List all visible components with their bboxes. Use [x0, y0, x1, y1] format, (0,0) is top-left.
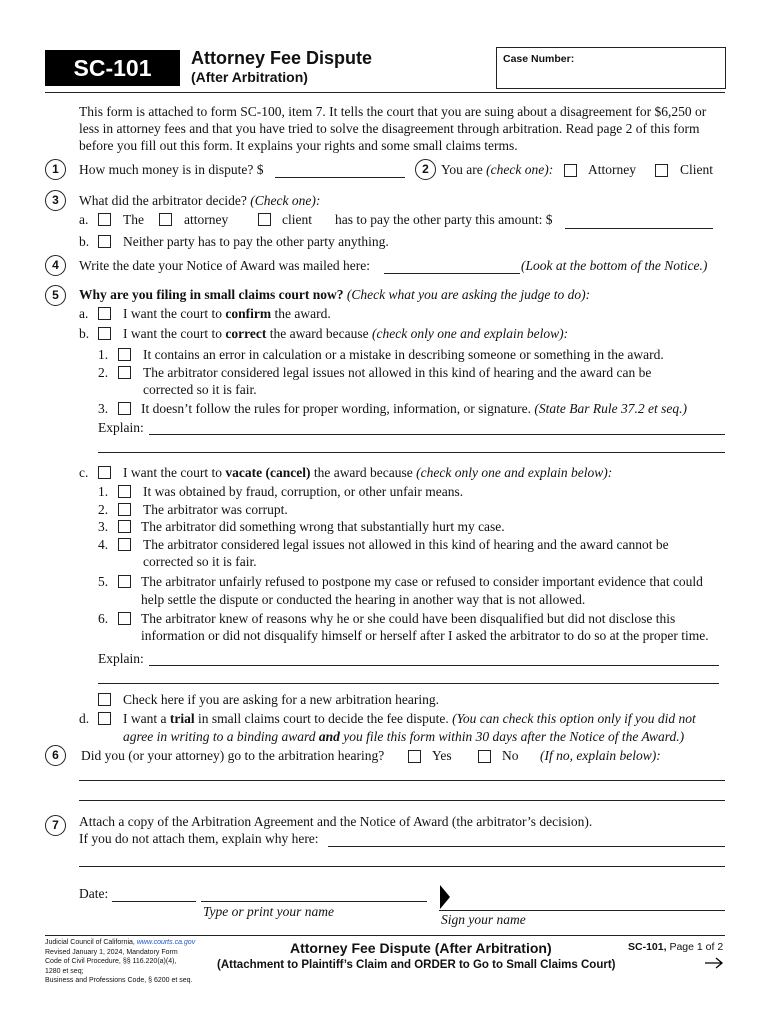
- correct-opt-2-text: The arbitrator considered legal issues not allowed in this kind of hearing and the award can be: [143, 365, 652, 380]
- item-5c-letter: c.: [79, 465, 89, 480]
- vacate-opt-5-text2: help settle the dispute or conducted the hearing in another way that is not allowed.: [141, 592, 586, 607]
- footer-subtitle: (Attachment to Plaintiff’s Claim and ORDER to Go to Small Claims Court): [217, 959, 616, 971]
- next-page-arrow-icon[interactable]: [704, 956, 724, 970]
- correct-opt-3-checkbox[interactable]: [118, 402, 131, 415]
- role-attorney-checkbox[interactable]: [564, 164, 577, 177]
- item-3a-the: The: [123, 212, 144, 227]
- vacate-award-checkbox[interactable]: [98, 466, 111, 479]
- vacate-opt-4-number: 4.: [98, 537, 109, 552]
- item-5-hint: (Check what you are asking the judge to do):: [346, 287, 591, 302]
- header-rule: [45, 92, 725, 93]
- item-3b-checkbox[interactable]: [98, 235, 111, 248]
- hearing-yes-checkbox[interactable]: [408, 750, 421, 763]
- item-5a-bold: confirm: [225, 306, 272, 321]
- signature-label: Sign your name: [441, 912, 526, 927]
- item-5a-letter: a.: [79, 306, 89, 321]
- item-5d-letter: d.: [79, 711, 90, 726]
- item-5a-text: [123, 306, 331, 322]
- vacate-opt-5-checkbox[interactable]: [118, 575, 131, 588]
- attachments-explain-line-1[interactable]: [328, 846, 725, 847]
- vacate-opt-4-text2: corrected so it is fair.: [143, 554, 257, 569]
- item-5d-hint2: [123, 729, 684, 745]
- item-5-number: 5: [45, 285, 66, 306]
- hearing-explain-line-1[interactable]: [79, 780, 725, 781]
- correct-opt-1-checkbox[interactable]: [118, 348, 131, 361]
- item-5c-pre: I want the court to: [123, 465, 226, 480]
- item-5d-hint2a: agree in writing to a binding award: [123, 729, 319, 744]
- item-1-number: 1: [45, 159, 66, 180]
- item-5d-bold: trial: [169, 711, 195, 726]
- vacate-opt-6-number: 6.: [98, 611, 109, 626]
- item-5c-post: the award because: [310, 465, 417, 480]
- form-subtitle: (After Arbitration): [191, 69, 308, 85]
- vacate-explain-label: Explain:: [98, 651, 144, 666]
- item-5d-pre: I want a: [123, 711, 170, 726]
- trial-checkbox[interactable]: [98, 712, 111, 725]
- footer-rule: [45, 935, 725, 936]
- vacate-opt-6-checkbox[interactable]: [118, 612, 131, 625]
- case-number-label: Case Number:: [503, 53, 575, 65]
- item-3a-checkbox[interactable]: [98, 213, 111, 226]
- form-code: SC-101: [73, 55, 152, 81]
- vacate-opt-3-checkbox[interactable]: [118, 520, 131, 533]
- form-code-box: [45, 50, 180, 86]
- item-5d-hint2b: and: [318, 729, 340, 744]
- new-hearing-label: Check here if you are asking for a new arbitration hearing.: [123, 692, 439, 707]
- amount-in-dispute-input[interactable]: [275, 177, 405, 178]
- item-7-line-2: If you do not attach them, explain why here:: [79, 831, 319, 846]
- vacate-opt-2-text: The arbitrator was corrupt.: [143, 502, 288, 517]
- new-hearing-checkbox[interactable]: [98, 693, 111, 706]
- notice-date-input[interactable]: [384, 273, 520, 274]
- signature-input[interactable]: [439, 910, 725, 911]
- correct-opt-3-text: [141, 401, 687, 417]
- correct-explain-label: Explain:: [98, 420, 144, 435]
- correct-opt-2-number: 2.: [98, 365, 109, 380]
- correct-opt-2-text2: corrected so it is fair.: [143, 382, 257, 397]
- item-5a-pre: I want the court to: [123, 306, 226, 321]
- item-5d-post: in small claims court to decide the fee dispute.: [194, 711, 453, 726]
- vacate-opt-4-text: The arbitrator considered legal issues not allowed in this kind of hearing and the award cannot be: [143, 537, 669, 552]
- item-5d-hint2c: you file this form within 30 days after the Notice of the Award.): [339, 729, 685, 744]
- item-6-hint: (If no, explain below):: [540, 748, 661, 763]
- item-7-number: 7: [45, 815, 66, 836]
- item-3b-letter: b.: [79, 234, 90, 249]
- item-3-text: What did the arbitrator decide?: [79, 193, 247, 208]
- printed-name-label: Type or print your name: [203, 904, 334, 919]
- item-5b-post: the award because: [266, 326, 373, 341]
- item-5c-bold: vacate (cancel): [225, 465, 311, 480]
- attachments-explain-line-2[interactable]: [79, 866, 725, 867]
- item-3a-client-label: client: [282, 212, 312, 227]
- correct-opt-2-checkbox[interactable]: [118, 366, 131, 379]
- footer-revised: Revised January 1, 2024, Mandatory Form: [45, 948, 178, 956]
- vacate-opt-3-number: 3.: [98, 519, 109, 534]
- item-5b-text: [123, 326, 568, 342]
- footer-website[interactable]: www.courts.ca.gov: [136, 939, 196, 946]
- vacate-opt-5-text: The arbitrator unfairly refused to postpone my case or refused to consider important evidence that could: [141, 574, 703, 589]
- item-3-hint: (Check one):: [250, 193, 321, 208]
- hearing-no-checkbox[interactable]: [478, 750, 491, 763]
- date-label: Date:: [79, 886, 109, 901]
- confirm-award-checkbox[interactable]: [98, 307, 111, 320]
- vacate-explain-line-2[interactable]: [98, 683, 719, 684]
- item-3a-attorney-checkbox[interactable]: [159, 213, 172, 226]
- item-5-text: Why are you filing in small claims court now?: [79, 287, 344, 302]
- item-5-question: [79, 287, 590, 303]
- item-2-text: You are: [441, 162, 483, 177]
- role-client-label: Client: [680, 162, 713, 177]
- vacate-opt-6-text2: information or did not disqualify himself or herself after I asked the arbitrator to do so at the proper time.: [141, 628, 709, 643]
- vacate-explain-line-1[interactable]: [149, 665, 719, 666]
- correct-opt-3-hint: (State Bar Rule 37.2 et seq.): [534, 401, 688, 416]
- item-5b-bold: correct: [225, 326, 267, 341]
- hearing-no-label: No: [502, 748, 519, 763]
- item-3a-rest: has to pay the other party this amount: $: [335, 212, 553, 227]
- correct-opt-3-main: It doesn’t follow the rules for proper wording, information, or signature.: [141, 401, 532, 416]
- item-3-question: [79, 193, 320, 209]
- item-2-label: [441, 162, 553, 178]
- item-6-number: 6: [45, 745, 66, 766]
- footer-council: Judicial Council of California,: [45, 939, 135, 946]
- role-client-checkbox[interactable]: [655, 164, 668, 177]
- footer-page-number: Page 1 of 2: [669, 941, 724, 953]
- printed-name-input[interactable]: [201, 901, 427, 902]
- item-3b-text: Neither party has to pay the other party anything.: [123, 234, 389, 249]
- form-title: Attorney Fee Dispute: [191, 48, 373, 68]
- intro-line-1: This form is attached to form SC-100, item 7. It tells the court that you are suing about a disagreement for $6,250 or: [79, 104, 707, 119]
- item-3a-letter: a.: [79, 212, 89, 227]
- item-5a-post: the award.: [271, 306, 331, 321]
- item-4-hint: (Look at the bottom of the Notice.): [521, 258, 708, 273]
- correct-opt-1-text: It contains an error in calculation or a mistake in describing someone or something in the award.: [143, 347, 664, 362]
- role-attorney-label: Attorney: [588, 162, 636, 177]
- item-3-number: 3: [45, 190, 66, 211]
- item-5b-hint: (check only one and explain below):: [372, 326, 569, 341]
- footer-form-code: SC-101,: [628, 941, 667, 953]
- item-2-hint: (check one):: [486, 162, 554, 177]
- footer-code-3: Business and Professions Code, § 6200 et seq.: [45, 977, 193, 984]
- vacate-opt-2-number: 2.: [98, 502, 109, 517]
- item-5c-text: [123, 465, 612, 481]
- vacate-opt-6-text: The arbitrator knew of reasons why he or she could have been disqualified but did not disclose this: [141, 611, 676, 626]
- item-5d-text: [123, 711, 696, 727]
- intro-line-3: before you fill out this form. It explains your rights and some small claims terms.: [79, 138, 518, 153]
- vacate-opt-3-text: The arbitrator did something wrong that substantially hurt my case.: [141, 519, 505, 534]
- item-7-line-1: Attach a copy of the Arbitration Agreement and the Notice of Award (the arbitrator’s decision).: [79, 814, 593, 829]
- item-3a-amount-input[interactable]: [565, 228, 713, 229]
- item-5d-hint1: (You can check this option only if you did not: [452, 711, 696, 726]
- vacate-opt-4-checkbox[interactable]: [118, 538, 131, 551]
- correct-opt-1-number: 1.: [98, 347, 109, 362]
- correct-opt-3-number: 3.: [98, 401, 109, 416]
- footer-title: Attorney Fee Dispute (After Arbitration): [290, 940, 552, 956]
- item-4-number: 4: [45, 255, 66, 276]
- vacate-opt-5-number: 5.: [98, 574, 109, 589]
- vacate-opt-2-checkbox[interactable]: [118, 503, 131, 516]
- correct-award-checkbox[interactable]: [98, 327, 111, 340]
- item-1-question: How much money is in dispute? $: [79, 162, 264, 177]
- footer-page-info: [628, 941, 723, 953]
- item-4-question: Write the date your Notice of Award was mailed here:: [79, 258, 370, 273]
- item-5b-letter: b.: [79, 326, 90, 341]
- item-3a-attorney-label: attorney: [184, 212, 229, 227]
- intro-line-2: less in attorney fees and that you have tried to solve the disagreement through arbitration. Read page 2 of this form: [79, 121, 700, 136]
- footer-code-2: 1280 et seq;: [45, 967, 84, 975]
- vacate-opt-1-checkbox[interactable]: [118, 485, 131, 498]
- item-2-number: 2: [415, 159, 436, 180]
- hearing-explain-line-2[interactable]: [79, 800, 725, 801]
- signature-arrow-icon: [439, 884, 451, 910]
- item-5b-pre: I want the court to: [123, 326, 226, 341]
- item-5c-hint: (check only one and explain below):: [416, 465, 613, 480]
- vacate-opt-1-number: 1.: [98, 484, 109, 499]
- vacate-opt-1-text: It was obtained by fraud, corruption, or other unfair means.: [143, 484, 464, 499]
- item-3a-client-checkbox[interactable]: [258, 213, 271, 226]
- date-input[interactable]: [112, 901, 196, 902]
- correct-explain-line-1[interactable]: [149, 434, 725, 435]
- case-number-box[interactable]: [496, 47, 726, 89]
- footer-legal: [45, 938, 195, 986]
- footer-code-1: Code of Civil Procedure, §§ 116.220(a)(4),: [45, 958, 177, 965]
- hearing-yes-label: Yes: [432, 748, 452, 763]
- item-6-question: Did you (or your attorney) go to the arbitration hearing?: [81, 748, 385, 763]
- correct-explain-line-2[interactable]: [98, 452, 725, 453]
